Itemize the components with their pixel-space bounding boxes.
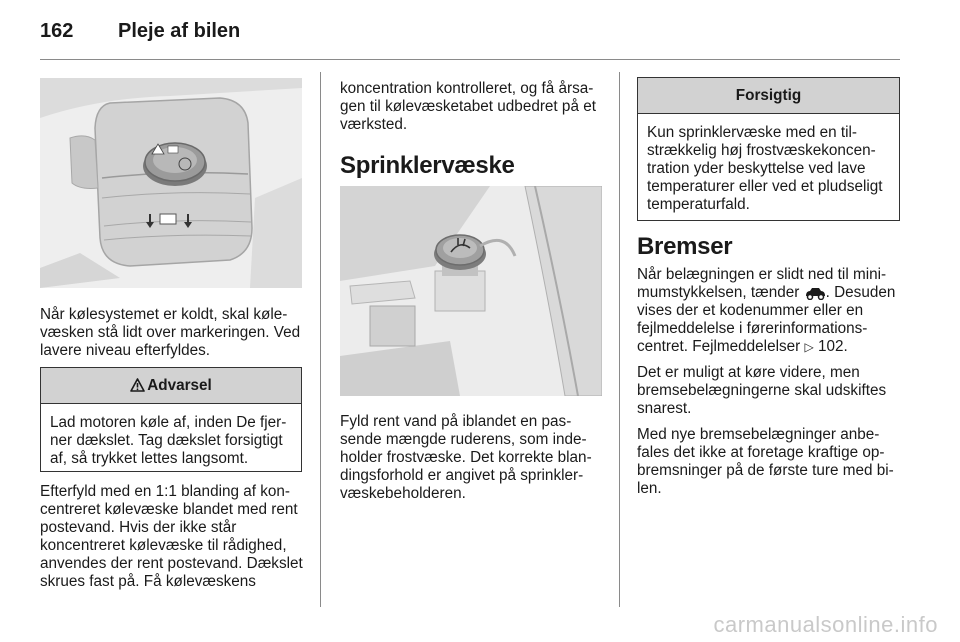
left-paragraph-1 — [40, 306, 306, 368]
washer-fluid-reservoir-illustration — [340, 186, 602, 396]
caution-box — [637, 77, 900, 221]
left-paragraph-2 — [40, 483, 306, 599]
new-brake-pads-text: Med nye bremsebelægninger anbefales det ikke at foretage kraftige opbremsninger på de første ture med bilen. — [637, 426, 894, 497]
coolant-mix-text: Efterfyld med en 1:1 blanding af koncentreret kølevæske blandet med rent postevand. Hvis der ikke står koncentreret kølevæske til rådighed, anvendes der rent postevand. Dækslet skrues fast på. Få kølevæskens — [40, 483, 303, 590]
brake-warning-car-icon — [804, 286, 826, 300]
section-title-bremser: Bremser — [637, 233, 733, 260]
caution-header — [638, 78, 899, 114]
caution-title: Forsigtig — [735, 87, 802, 104]
column-divider-left — [320, 72, 321, 607]
coolant-reservoir-figure — [40, 78, 302, 288]
header-rule — [40, 59, 900, 60]
warning-box — [40, 367, 302, 472]
warning-title: Advarsel — [147, 377, 212, 394]
washer-fluid-figure — [340, 186, 602, 396]
section-title-sprinklervaeske: Sprinklervæske — [340, 152, 515, 179]
caution-text: Kun sprinklervæske med en tilstrækkelig høj frostvæskekoncentration yder beskyttelse ved lave temperaturer eller ved et pludseligt temperaturfald. — [647, 124, 883, 213]
page-number: 162 — [40, 20, 74, 42]
middle-paragraph-1 — [340, 80, 604, 142]
washer-fluid-text: Fyld rent vand på iblandet en passende mængde ruderens, som indeholder frostvæske. Det korrekte blandingsforhold er angivet på sprinklervæskebeholderen. — [340, 413, 592, 502]
warning-triangle-icon — [130, 378, 145, 392]
page-reference-number[interactable]: 102 — [817, 338, 844, 355]
brake-wear-text — [637, 266, 903, 356]
coolant-reservoir-illustration — [40, 78, 302, 288]
page-header-title: Pleje af bilen — [118, 20, 241, 42]
page-reference-arrow-icon: ▷ — [804, 340, 814, 354]
brake-wear-text-end: . — [843, 338, 848, 355]
middle-paragraph-2 — [340, 413, 606, 511]
brake-wear-text-b: . Desuden vises der et kodenummer eller en fejlmeddelelse i førerinformationscentret. Fejlmeddelelser — [637, 284, 896, 355]
warning-header — [41, 368, 301, 404]
right-paragraphs — [637, 266, 903, 506]
coolant-concentration-text: koncentration kontrolleret, og få årsagen til kølevæsketabet udbedret på et værksted. — [340, 80, 596, 133]
warning-text: Lad motoren køle af, inden De fjerner dækslet. Tag dækslet forsigtigt af, så trykket lettes langsomt. — [50, 414, 287, 467]
column-divider-right — [619, 72, 620, 607]
brake-drive-on-text: Det er muligt at køre videre, men bremsebelægningerne skal udskiftes snarest. — [637, 364, 887, 417]
coolant-level-text: Når kølesystemet er koldt, skal kølevæsken stå lidt over markeringen. Ved lavere niveau efterfyldes. — [40, 306, 301, 359]
watermark: carmanualsonline.info — [713, 612, 938, 637]
brake-wear-text-a: Når belægningen er slidt ned til minimumstykkelsen, tænder — [637, 266, 887, 301]
